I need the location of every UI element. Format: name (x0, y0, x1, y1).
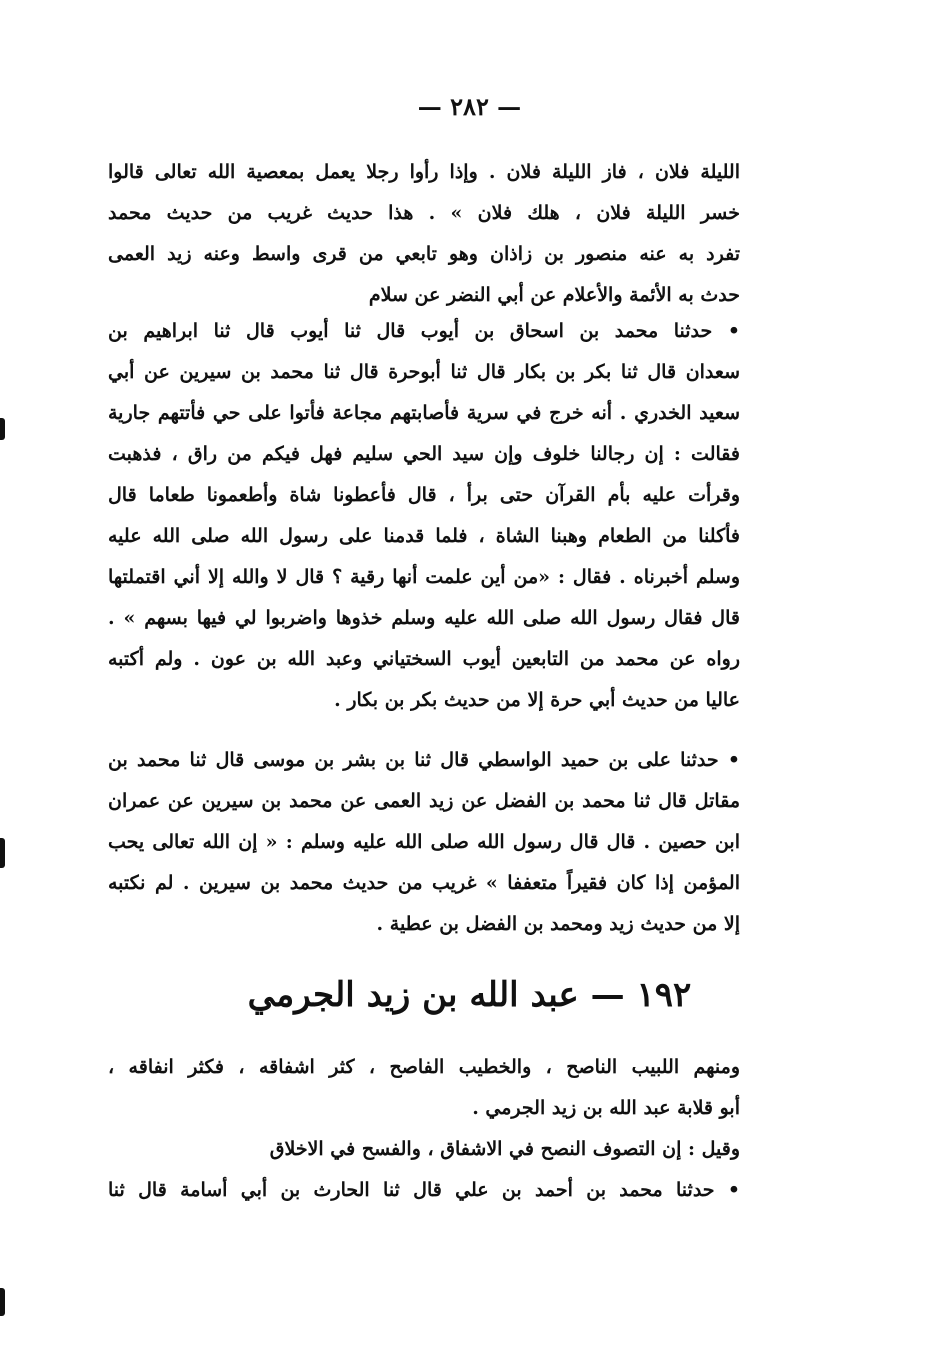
text-line: قال فقال رسول الله صلى الله عليه وسلم خذوها واضربوا لي فيها بسهم » . (108, 607, 740, 629)
text-line: سعدان قال ثنا بكر بن بكار قال ثنا أبوحرة قال ثنا محمد بن سيرين عن أبي (108, 361, 740, 383)
scan-edge-mark (0, 838, 5, 868)
text-line: وسلم أخبرناه . فقال : «من أين علمت أنها رقية ؟ قال لا والله إلا أني اقتملتها (108, 566, 740, 588)
text-line: • حدثنا محمد بن أحمد بن علي قال ثنا الحارث بن أبي أسامة قال ثنا (108, 1179, 740, 1201)
section-heading: ١٩٢ — عبد الله بن زيد الجرمي (247, 975, 692, 1015)
text-line: • حدثنا على بن حميد الواسطي قال ثنا بن بشر بن موسى قال ثنا محمد بن (108, 749, 740, 771)
text-line: حدث به الأئمة والأعلام عن أبي النضر عن سلام (368, 284, 740, 306)
text-line: خسر الليلة فلان ، هلك فلان » . هذا حديث غريب من حديث محمد (108, 202, 740, 224)
text-line: وقيل : إن التصوف النصح في الاشفاق ، والفسح في الاخلاق (269, 1138, 740, 1160)
scan-edge-mark (0, 418, 5, 440)
hadith-paragraph-2 (108, 740, 740, 945)
hadith-paragraph-1 (108, 311, 740, 721)
scan-edge-mark (0, 1288, 5, 1316)
page-number: — ٢٨٢ — (417, 92, 522, 121)
text-line: أبو قلابة عبد الله بن زيد الجرمي . (472, 1097, 740, 1119)
biography-paragraph (108, 1047, 740, 1211)
text-line: عاليا من حديث أبي حرة إلا من حديث بكر بن بكار . (334, 689, 740, 711)
text-line: سعيد الخدري . أنه خرج في سرية فأصابتهم مجاعة فأتوا على حي فأتتهم جارية (108, 402, 740, 424)
text-line: إلا من حديث زيد ومحمد بن الفضل بن عطية . (376, 913, 740, 935)
text-line: مقاتل قال ثنا محمد بن الفضل عن زيد العمى عن محمد بن سيرين عن عمران (108, 790, 740, 812)
text-line: فأكلنا من الطعام وهبنا الشاة ، فلما قدمنا على رسول الله صلى الله عليه (108, 525, 740, 547)
paragraph-continuation (108, 152, 740, 316)
text-line: • حدثنا محمد بن اسحاق بن أيوب قال ثنا أيوب قال ثنا ابراهيم بن (108, 320, 740, 342)
text-line: الليلة فلان ، فاز الليلة فلان . وإذا رأوا رجلا يعمل بمعصية الله تعالى قالوا (108, 161, 740, 183)
text-line: تفرد به عنه منصور بن زاذان وهو تابعي من قرى واسط وعنه زيد العمى (108, 243, 740, 265)
text-line: المؤمن إذا كان فقيراً متعففا » غريب من حديث محمد بن سيرين . لم نكتبه (108, 872, 740, 894)
text-line: رواه عن محمد من التابعين أيوب السختياني وعبد الله بن عون . ولم أكتبه (108, 648, 740, 670)
text-line: فقالت : إن رجالنا خلوف وإن سيد الحي سليم فهل فيكم من راق ، فذهبت (108, 443, 740, 465)
text-line: ومنهم اللبيب الناصح ، والخطيب الفاصح ، كثر اشفاقه ، فكثر انفاقه ، (108, 1056, 740, 1078)
text-line: ابن حصين . قال قال رسول الله صلى الله عليه وسلم : « إن الله تعالى يحب (108, 831, 740, 853)
text-line: وقرأت عليه بأم القرآن حتى برأ ، قال فأعطونا شاة وأطعمونا طعاما قال (108, 484, 740, 506)
